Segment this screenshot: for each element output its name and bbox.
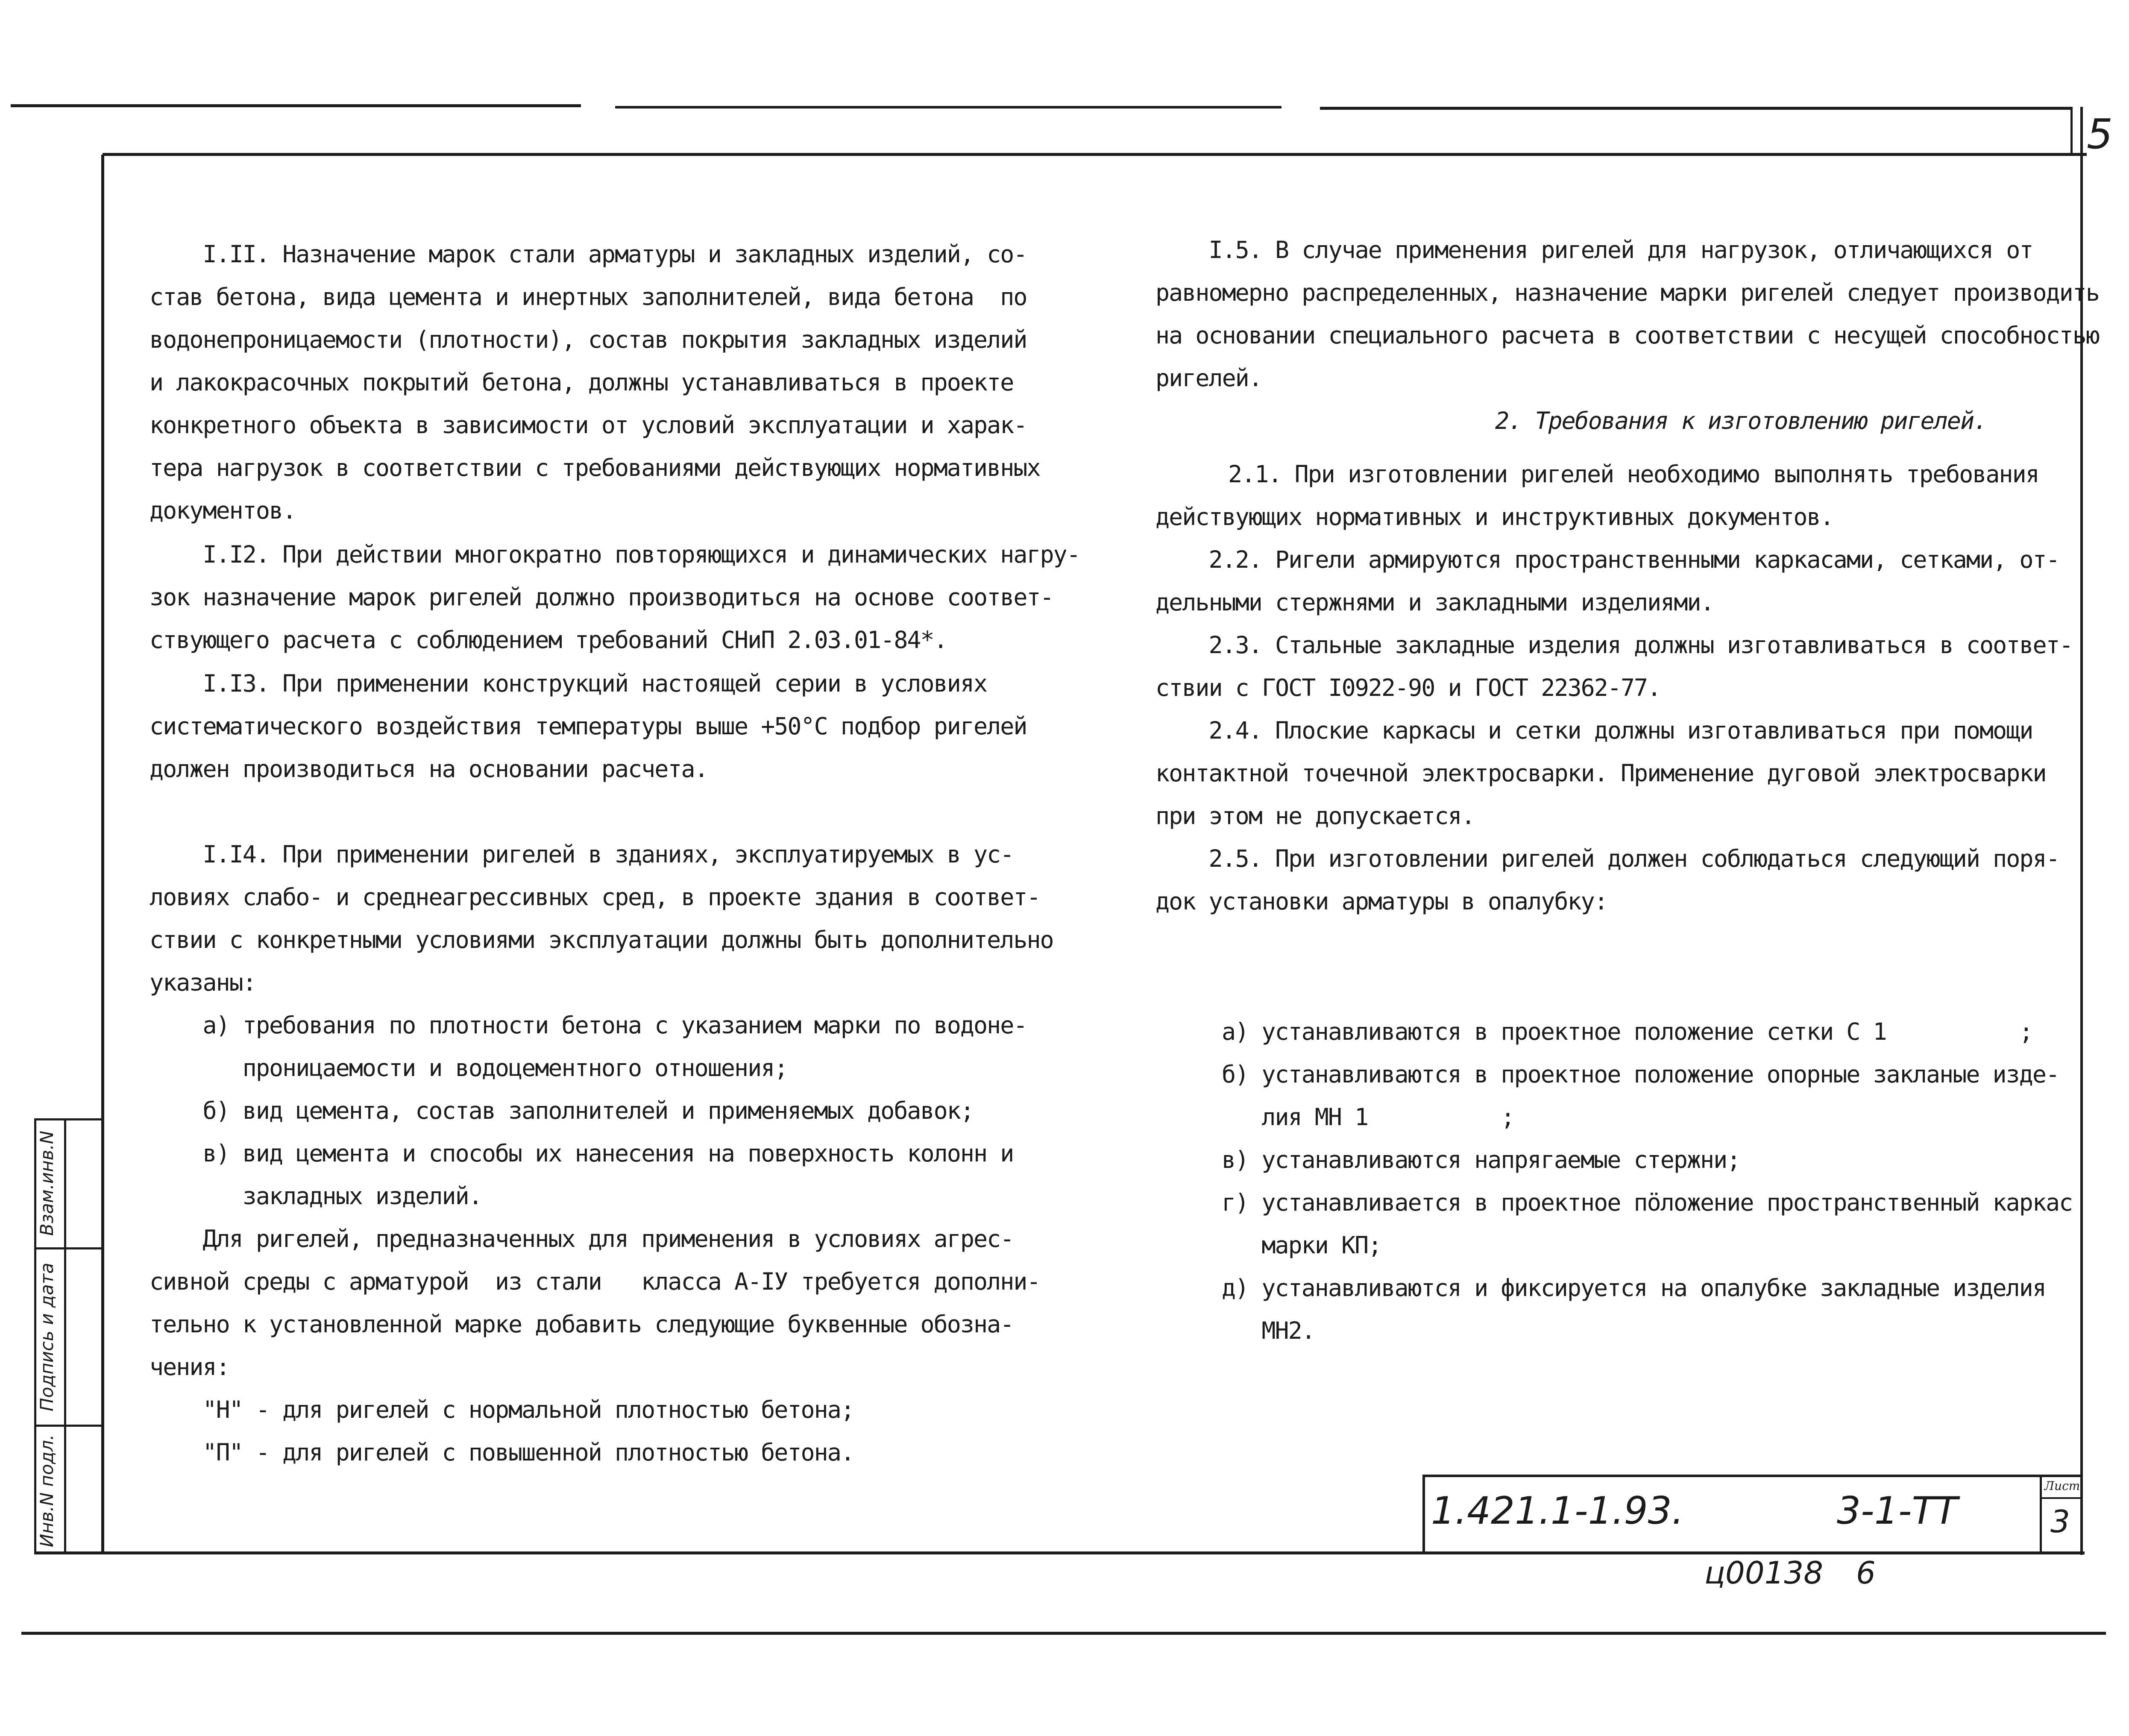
paragraphs-2-1-to-2-5: 2.1. При изготовлении ригелей необходимо выполнять требования действующих нормативных и инструктивных документов. 2.2. Ригели армируются пространственными каркасами, сетками, от- дельными стержнями и закладными изделиями. 2.3. Стальные закладные изделия должны изготавливаться в соответ- ствии с ГОСТ І0922-90 и ГОСТ 22362-77. 2.4. Плоские каркасы и сетки должны изготавливаться при помощи контактной точечной электросварки. Применение дуговой электросварки при этом не допускается. 2.5. При изготовлении ригелей должен соблюдаться следующий поря- док установки арматуры в опалубку: (1155, 460, 2073, 915)
side-box-top (34, 1118, 103, 1120)
stamp-series: 1.421.1-1.93. (1431, 1489, 1684, 1533)
stamp-sheet-number: 3 (2050, 1504, 2070, 1540)
archive-suffix: 6 (1856, 1555, 1876, 1591)
stamp-left (1422, 1475, 1425, 1554)
side-box-divider (64, 1119, 66, 1554)
bottom-scan-line (21, 1632, 2106, 1635)
side-label-replace: Взам.инв.N (36, 1130, 57, 1236)
page-number-box-left (2070, 107, 2073, 154)
frame-top (103, 153, 2087, 156)
side-label-signature: Подпись и дата (36, 1263, 57, 1411)
page-number: 5 (2087, 110, 2113, 158)
top-scan-line (615, 106, 1282, 108)
section-heading: 2. Требования к изготовлению ригелей. (1495, 407, 1987, 434)
stamp-top (1422, 1475, 2082, 1477)
paragraph-1-12: І.І2. При действии многократно повторяющихся и динамических нагру- зок назначение марок ригелей должно производиться на основе соответ- ствующего расчета с соблюдением требований СНиП 2.03.01-84*. (150, 541, 1080, 654)
paragraph-1-5: І.5. В случае применения ригелей для нагрузок, отличающихся от равномерно распределенных, назначение марки ригелей следует производить на основании специального расчета в соответствии с несущей способностью ригелей. (1155, 236, 2100, 392)
stamp-code: 3-1-ТТ (1837, 1489, 1958, 1533)
archive-number: ц00138 (1704, 1555, 1824, 1591)
stamp-sheet-label: Лист (2044, 1479, 2080, 1493)
paragraph-1-14: І.І4. При применении ригелей в зданиях, эксплуатируемых в ус- ловиях слабо- и среднеагрессивных сред, в проекте здания в соответ- ствии с конкретными условиями эксплуатации должны быть дополнительно указаны: а) требования по плотности бетона с указанием марки по водоне- проницаемости и водоцементного отношения; б) вид цемента, состав заполнителей и применяемых добавок; в) вид цемента и способы их нанесения на поверхность колонн и закладных изделий. Для ригелей, предназначенных для применения в условиях агрес- сивной среды с арматурой из стали класса А-ІУ требуется дополни- тельно к установленной марке добавить следующие буквенные обозна- чения: "Н" - для ригелей с нормальной плотностью бетона; "П" - для ригелей с повышенной плотностью бетона. (150, 841, 1053, 1466)
top-scan-line (11, 104, 581, 107)
assembly-steps-list: а) устанавливаются в проектное положение сетки С 1 ; б) устанавливаются в проектное положение опорные закланые изде- лия МН 1 ; в) устанавливаются напрягаемые стержни; г) устанавливается в проектное пöложение пространственный каркас марки КП; д) устанавливаются и фиксируется на опалубке закладные изделия МН2. (1222, 1018, 2073, 1344)
frame-bottom (34, 1551, 2085, 1554)
stamp-sheet-sep (2040, 1497, 2082, 1499)
top-scan-line (1320, 107, 2072, 110)
paragraph-1-11: І.ІІ. Назначение марок стали арматуры и закладных изделий, со- став бетона, вида цемента и инертных заполнителей, вида бетона по водонепроницаемости (плотности), состав покрытия закладных изделий и лакокрасочных покрытий бетона, должны устанавливаться в проекте конкретного объекта в зависимости от условий эксплуатации и харак- тера нагрузок в соответствии с требованиями действующих нормативных документов. (150, 240, 1040, 524)
side-label-inv: Инв.N подл. (36, 1434, 57, 1548)
frame-left (101, 155, 104, 1554)
paragraph-1-13: І.ІЗ. При применении конструкций настоящей серии в условиях систематического воздействия температуры выше +50°С подбор ригелей должен производиться на основании расчета. (150, 670, 1027, 783)
